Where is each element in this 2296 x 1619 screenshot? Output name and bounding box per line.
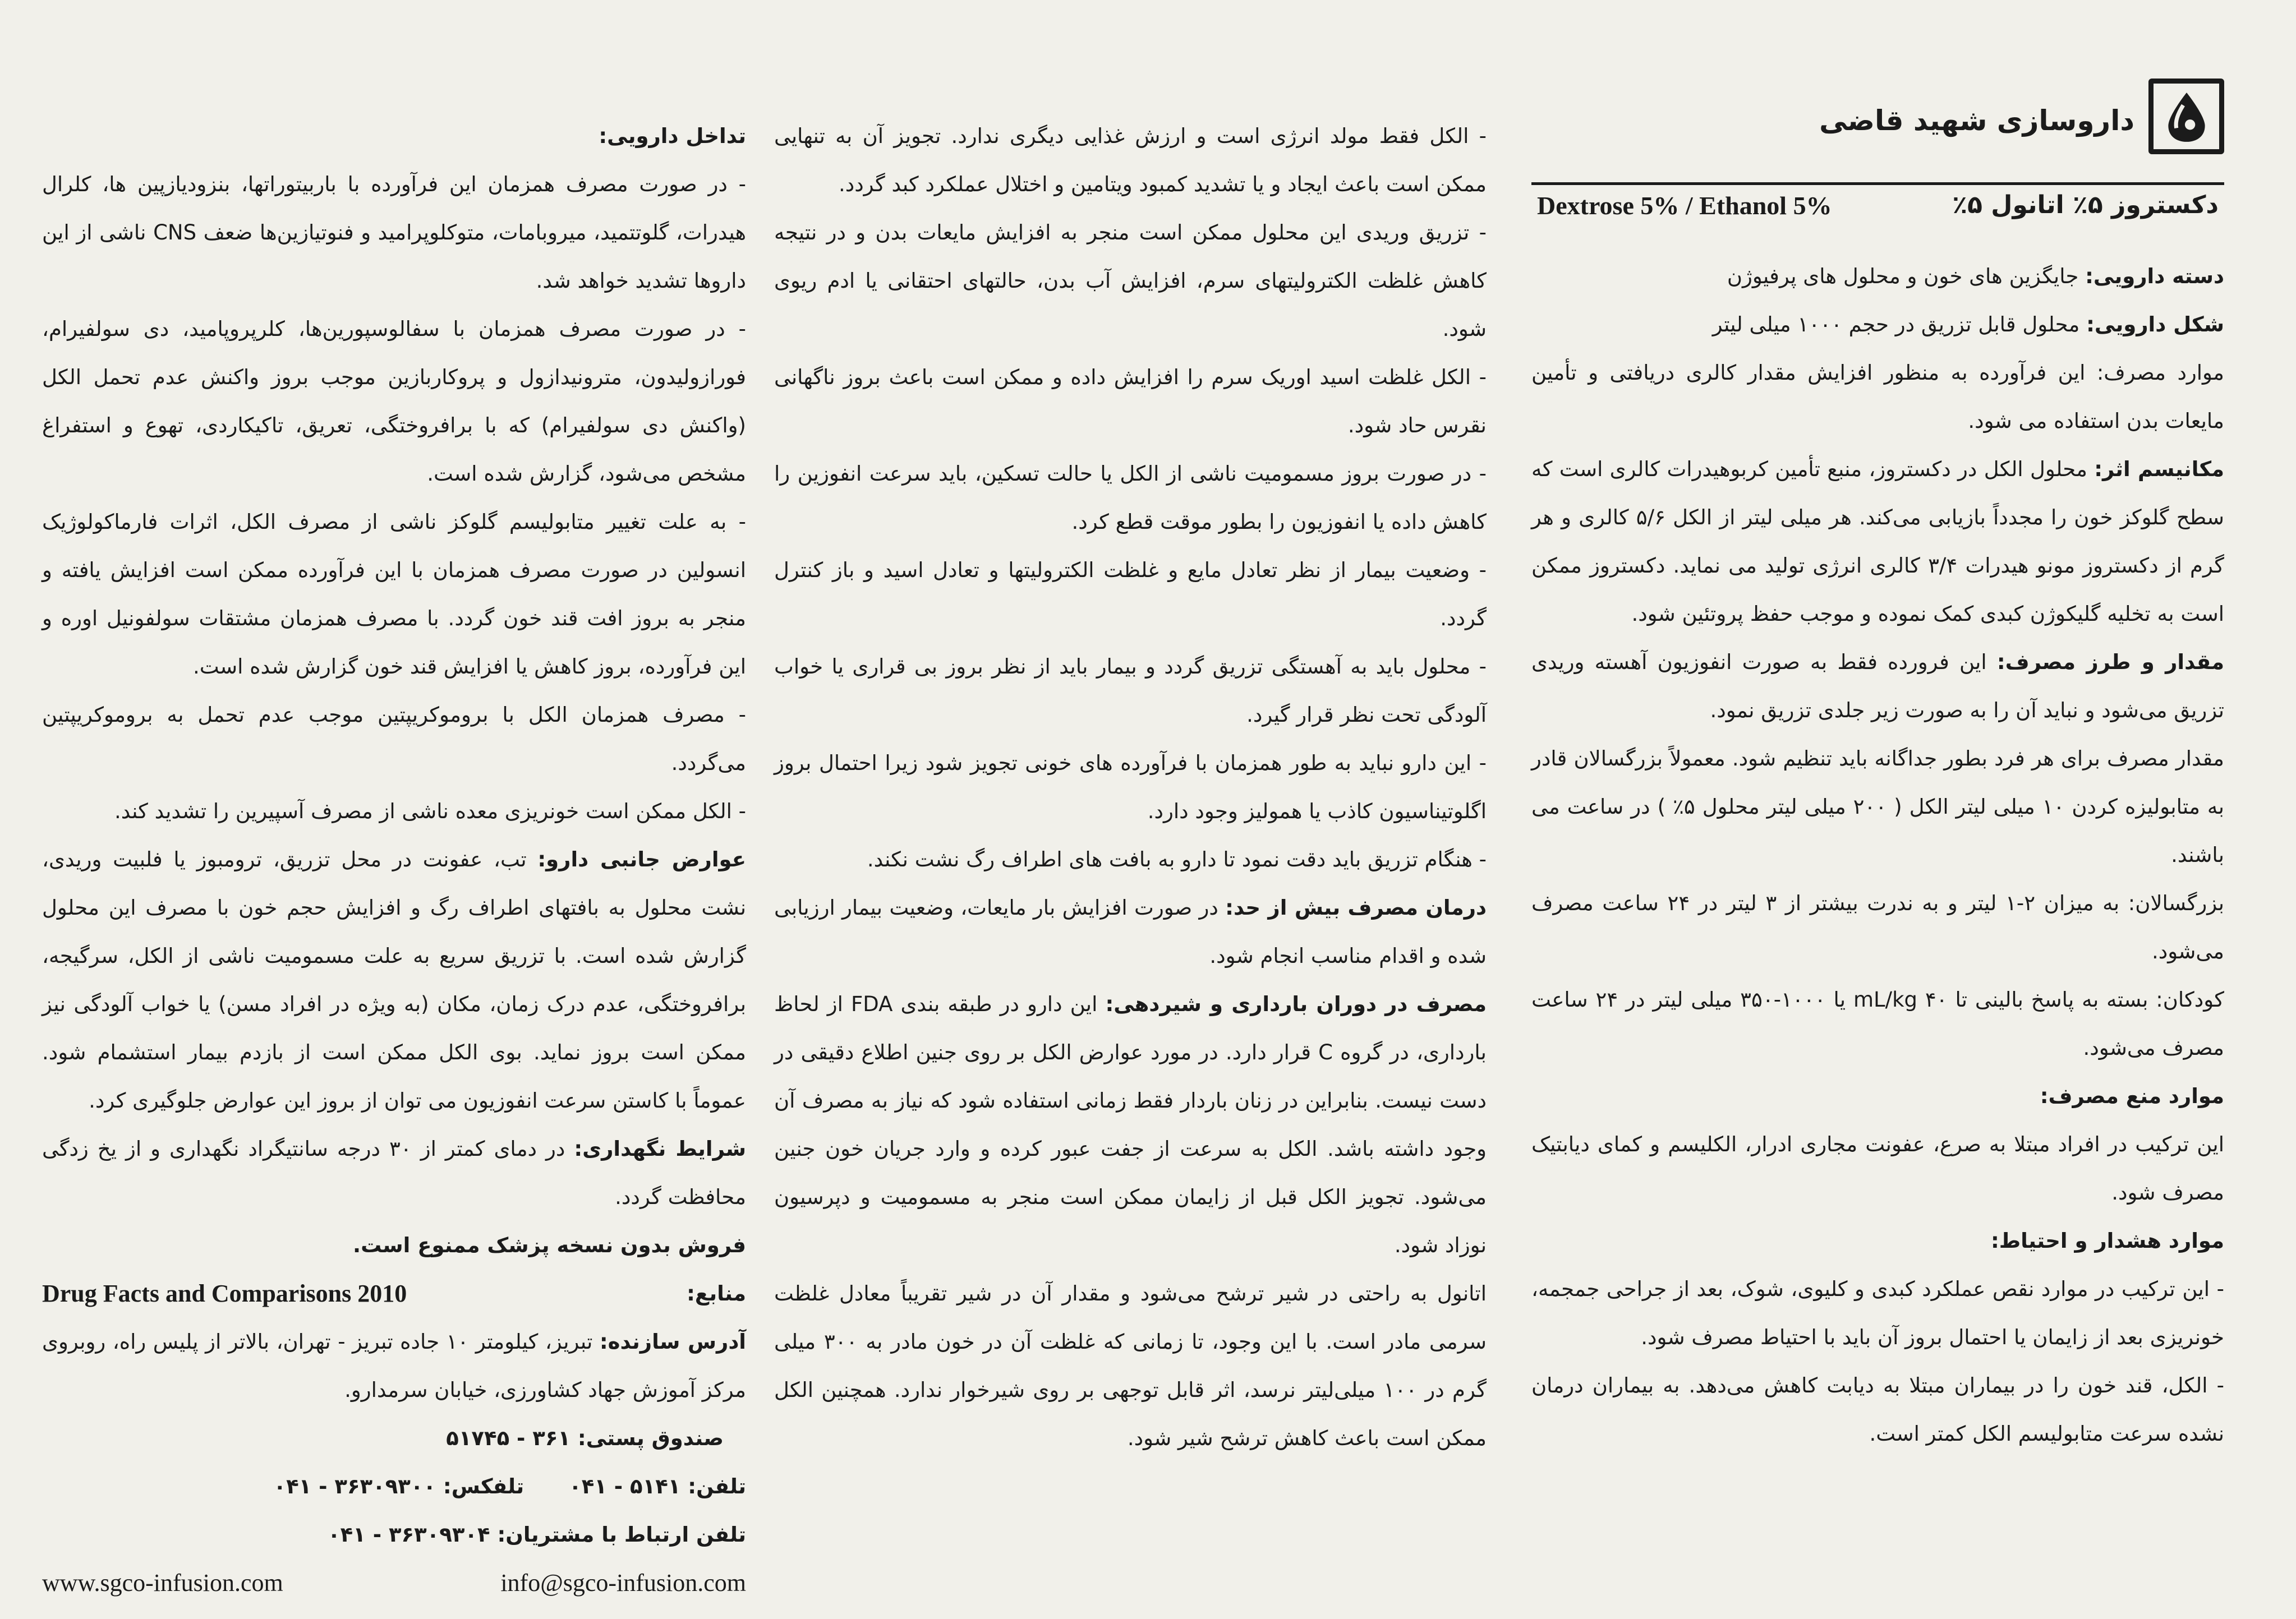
customer-phone: تلفن ارتباط با مشتریان: ۳۶۳۰۹۳۰۴ - ۰۴۱ (328, 1523, 746, 1547)
drop-logo-icon (2158, 88, 2215, 145)
warning-item: - در صورت بروز مسمومیت ناشی از الکل یا حالت تسکین، باید سرعت انفوزین را کاهش داده یا انفوزیون را بطور موقت قطع کرد. (774, 462, 1487, 534)
phone-row (42, 1463, 746, 1511)
product-title-en: Dextrose 5% / Ethanol 5% (1537, 191, 1832, 220)
otc-notice: فروش بدون نسخه پزشک ممنوع است. (353, 1233, 746, 1257)
header (1531, 79, 2224, 165)
email-link[interactable]: info@sgco-infusion.com (500, 1569, 746, 1597)
interaction-item: - در صورت مصرف همزمان این فرآورده با باربیتوراتها، بنزودیازپین ها، کلرال هیدرات، گلوتتمید، میروبامات، متوکلوپرامید و فنوتیازین‌ها ضعف CNS ناشی از این داروها تشدید خواهد شد. (42, 172, 747, 293)
interactions-heading: تداخل دارویی: (599, 124, 746, 148)
warning-item: - الکل فقط مولد انرژی است و ارزش غذایی دیگری ندارد. تجویز آن به تنهایی ممکن است باعث ایجاد و یا تشدید کمبود ویتامین و اختلال عملکرد کبد گردد. (774, 124, 1487, 196)
interaction-item: - الکل ممکن است خونریزی معده ناشی از مصرف آسپیرین را تشدید کند. (114, 799, 746, 823)
sources-label: منابع: (687, 1281, 746, 1306)
warning-item: - این ترکیب در موارد نقص عملکرد کبدی و کلیوی، شوک، بعد از جراحی جمجمه، خونریزی بعد از زایمان یا احتمال بروز آن باید با احتیاط مصرف شود. (1531, 1277, 2224, 1349)
storage: شرایط نگهداری: در دمای کمتر از ۳۰ درجه سانتیگراد نگهداری و از یخ زدگی محافظت گردد. (42, 1137, 747, 1209)
contraindications: این ترکیب در افراد مبتلا به صرع، عفونت مجاری ادرار، الکلیسم و کمای دیابتیک مصرف شود. (1531, 1132, 2224, 1205)
warning-item: - الکل، قند خون را در بیماران مبتلا به دیابت کاهش می‌دهد. به بیماران درمان نشده سرعت متابولیسم الکل کمتر است. (1531, 1373, 2224, 1446)
sources (42, 1270, 746, 1318)
dosage-adults: بزرگسالان: به میزان ۲-۱ لیتر و به ندرت بیشتر از ۳ لیتر در ۲۴ ساعت مصرف می‌شود. (1531, 891, 2225, 963)
manufacturer-address: آدرس سازنده: تبریز، کیلومتر ۱۰ جاده تبریز - تهران، بالاتر از پلیس راه، روبروی مرکز آموزش جهاد کشاورزی، خیابان سرمدارو. (42, 1330, 746, 1402)
dosage: مقدار و طرز مصرف: این فرورده فقط به صورت انفوزیون آهسته وریدی تزریق می‌شود و نباید آن را به صورت زیر جلدی تزریق نمود. (1531, 650, 2224, 722)
lactation: اتانول به راحتی در شیر ترشح می‌شود و مقدار آن در شیر تقریباً معادل غلظت سرمی مادر است. با این وجود، تا زمانی که غلظت آن در خون مادر به ۳۰۰ میلی گرم در ۱۰۰ میلی‌لیتر نرسد، اثر قابل توجهی بر روی شیرخوار ندارد. همچنین الکل ممکن است باعث کاهش ترشح شیر شود. (774, 1281, 1487, 1450)
contraindications-heading: موارد منع مصرف: (2040, 1084, 2224, 1108)
phone: تلفن: ۵۱۴۱ - ۰۴۱ (569, 1474, 746, 1498)
middle-column (774, 112, 1487, 1463)
sources-reference: Drug Facts and Comparisons 2010 (42, 1280, 407, 1307)
pregnancy: مصرف در دوران بارداری و شیردهی: این دارو در طبقه بندی FDA از لحاظ بارداری، در گروه C قرار دارد. در مورد عوارض الکل بر روی جنین اطلاع دقیقی در دست نیست. بنابراین در زنان باردار فقط زمانی استفاده شود که نیاز به مصرف آن وجود داشته باشد. الکل به سرعت از جفت عبور کرده و وارد جریان خون جنین می‌شود. تجویز الکل قبل از زایمان ممکن است منجر به مسمومیت و دپرسیون نوزاد شود. (774, 992, 1487, 1257)
right-column (1531, 252, 2224, 1458)
side-effects: عوارض جانبی دارو: تب، عفونت در محل تزریق، ترومبوز یا فلبیت وریدی، نشت محلول به بافتهای اطراف رگ و افزایش حجم خون با مصرف این محلول گزارش شده است. با تزریق سریع به علت مسمومیت ناشی از الکل، سرگیجه، برافروختگی، عدم درک زمان، مکان (به ویژه در افراد مسن) یا خواب آلودگی نیز ممکن است بروز نماید. بوی الکل ممکن است از بازدم بیمار استشمام شود. عموماً با کاستن سرعت انفوزیون می توان از بروز این عوارض جلوگیری کرد. (42, 847, 746, 1113)
dosage-form: شکل دارویی: محلول قابل تزریق در حجم ۱۰۰۰ میلی لیتر (1712, 312, 2224, 336)
warning-item: - الکل غلظت اسید اوریک سرم را افزایش داده و ممکن است باعث بروز ناگهانی نقرس حاد شود. (774, 365, 1487, 437)
po-box: صندوق پستی: ۳۶۱ - ۵۱۷۴۵ (446, 1426, 724, 1450)
company-name: داروسازی شهید قاضی (1819, 104, 2134, 137)
warning-item: - محلول باید به آهستگی تزریق گردد و بیمار باید از نظر بروز بی قراری یا خواب آلودگی تحت نظر قرار گیرد. (774, 654, 1487, 727)
interaction-item: - به علت تغییر متابولیسم گلوکز ناشی از مصرف الکل، اثرات فارماکولوژیک انسولین در صورت مصرف همزمان با این فرآورده ممکن است افزایش یافته و منجر به بروز افت قند خون گردد. با مصرف همزمان مشتقات سولفونیل اوره و این فرآورده، بروز کاهش یا افزایش قند خون گزارش شده است. (42, 510, 746, 679)
dosage-individual: مقدار مصرف برای هر فرد بطور جداگانه باید تنظیم شود. معمولاً بزرگسالان قادر به متابولیزه کردن ۱۰ میلی لیتر الکل ( ۲۰۰ میلی لیتر محلول ۵٪ ) در ساعت می باشند. (1531, 746, 2224, 867)
company-logo (2148, 79, 2224, 154)
left-column (42, 112, 746, 1607)
warnings-heading: موارد هشدار و احتیاط: (1990, 1229, 2224, 1253)
warning-item: - وضعیت بیمار از نظر تعادل مایع و غلظت الکترولیتها و تعادل اسید و باز کنترل گردد. (774, 558, 1487, 630)
mechanism: مکانیسم اثر: محلول الکل در دکستروز، منبع تأمین کربوهیدرات کالری است که سطح گلوکز خون را مجدداً بازیابی می‌کند. هر میلی لیتر از الکل ۵/۶ کالری و هر گرم از دکستروز مونو هیدرات ۳/۴ کالری انرژی تولید می نماید. دکستروز ممکن است به تخلیه گلیکوژن کبدی کمک نموده و موجب حفظ پروتئین شود. (1531, 457, 2225, 626)
product-title-fa: دکستروز ۵٪ اتانول ۵٪ (1952, 191, 2219, 219)
indications: موارد مصرف: این فرآورده به منظور افزایش مقدار کالری دریافتی و تأمین مایعات بدن استفاده می شود. (1531, 361, 2224, 433)
website-link[interactable]: www.sgco-infusion.com (42, 1569, 283, 1597)
contact-footer (42, 1559, 746, 1607)
drug-category: دسته دارویی: جایگزین های خون و محلول های پرفیوژن (1727, 264, 2224, 288)
interaction-item: - در صورت مصرف همزمان با سفالوسپورین‌ها، کلرپروپامید، دی سولفیرام، فورازولیدون، مترونیدازول و پروکاربازین موجب بروز واکنش عدم تحمل الکل (واکنش دی سولفیرام) که با برافروختگی، تعریق، تاکیکاردی، تهوع و استفراغ مشخص می‌شود، گزارش شده است. (42, 317, 746, 486)
fax: تلفکس: ۳۶۳۰۹۳۰۰ - ۰۴۱ (273, 1474, 524, 1498)
warning-item: - تزریق وریدی این محلول ممکن است منجر به افزایش مایعات بدن و در نتیجه کاهش غلظت الکترولیتهای سرم، افزایش آب بدن، حالتهای احتقانی یا ادم ریوی شود. (774, 220, 1487, 341)
warning-item: - هنگام تزریق باید دقت نمود تا دارو به بافت های اطراف رگ نشت نکند. (867, 847, 1487, 871)
interaction-item: - مصرف همزمان الکل با بروموکریپتین موجب عدم تحمل به بروموکریپتین می‌گردد. (42, 703, 746, 775)
dosage-children: کودکان: بسته به پاسخ بالینی تا ۴۰ mL/kg یا ۱۰۰۰-۳۵۰ میلی لیتر در ۲۴ ساعت مصرف می‌شود. (1531, 988, 2224, 1060)
overdose: درمان مصرف بیش از حد: در صورت افزایش بار مایعات، وضعیت بیمار ارزیابی شده و اقدام مناسب انجام شود. (774, 896, 1487, 968)
warning-item: - این دارو نباید به طور همزمان با فرآورده های خونی تجویز شود زیرا احتمال بروز اگلوتیناسیون کاذب یا همولیز وجود دارد. (774, 751, 1487, 823)
product-title-bar (1531, 182, 2224, 236)
